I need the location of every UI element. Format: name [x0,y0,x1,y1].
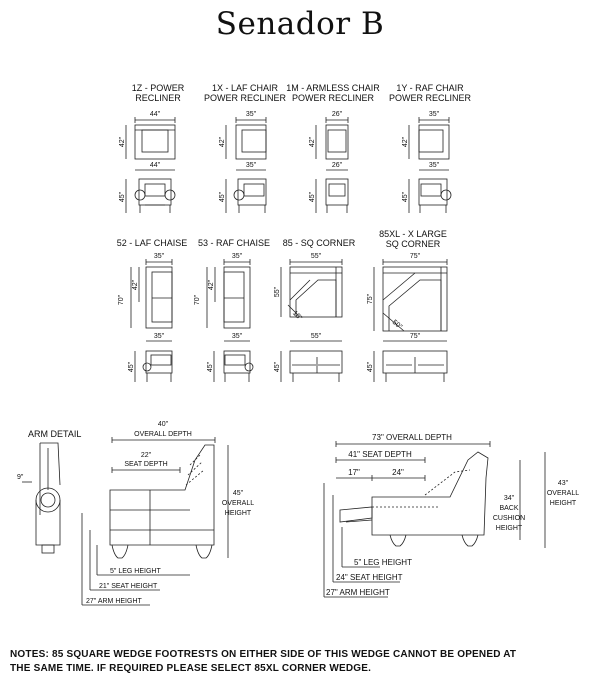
dim-length: 70" [118,294,125,306]
piece-52-top-view [131,259,172,328]
dim-back-cushion: 34" [503,495,515,502]
dim-depth: 75" [367,293,374,305]
piece-85xl-front-view [374,341,447,382]
notes-line: THE SAME TIME. IF REQUIRED PLEASE SELECT 85XL CORNER WEDGE. [10,663,372,674]
piece-1m-front-view [316,170,348,213]
dim-depth: 42" [219,136,226,148]
dim-arm-width: 9" [17,474,24,481]
piece-code: 53 - RAF CHAISE [197,238,271,248]
dim-overall-height-label: HEIGHT [549,500,577,507]
piece-code: RECLINER [135,93,181,103]
dim-back-cushion-label: BACK [499,505,519,512]
dim-height: 45" [119,191,126,203]
piece-1y-top-view [409,117,449,159]
dim-length: 70" [194,294,201,306]
piece-85-front-view [281,341,342,382]
dim-height: 45" [219,191,226,203]
dim-width: 26" [331,162,343,169]
dim-width: 26" [331,111,343,118]
piece-code: 85XL - X LARGE [379,229,447,239]
piece-label-85 [283,238,356,248]
dim-height: 45" [309,191,316,203]
dim-height: 45" [402,191,409,203]
piece-53-front-view [214,341,253,382]
piece-53-top-view [207,259,250,328]
piece-code: POWER RECLINER [203,93,287,103]
piece-85-top-view [281,259,342,317]
dim-depth: 42" [402,136,409,148]
piece-85xl-top-view [374,259,447,331]
dim-seg-1: 17" [348,468,360,477]
piece-label-52 [117,238,188,248]
dim-width: 35" [153,253,165,260]
dim-depth: 42" [309,136,316,148]
dim-height: 45" [128,361,135,373]
dim-width: 55" [310,253,322,260]
piece-code: 1Y - RAF CHAIR [396,83,464,93]
arm-detail-drawing [22,443,60,553]
dim-overall-depth: 73" OVERALL DEPTH [372,433,452,442]
piece-label-1m [286,83,380,103]
dim-seg-2: 24" [392,468,404,477]
dim-width: 35" [231,253,243,260]
dim-depth: 42" [132,279,139,291]
dim-leg-height: 5" LEG HEIGHT [354,558,412,567]
piece-code: 85 - SQ CORNER [282,238,356,248]
dim-height: 45" [207,361,214,373]
piece-label-85xl [379,229,447,249]
dim-back-cushion-label: HEIGHT [495,525,523,532]
dim-width: 75" [409,253,421,260]
piece-code: 1Z - POWER [131,83,185,93]
dim-overall-depth-label: OVERALL DEPTH [134,431,192,438]
dim-width: 35" [245,111,257,118]
dim-overall-height-label: OVERALL [221,500,255,507]
piece-1m-top-view [316,117,348,159]
piece-1x-front-view [226,170,266,213]
dim-arm-height: 27" ARM HEIGHT [326,588,390,597]
piece-label-1y [389,83,472,103]
dim-width: 75" [409,333,421,340]
piece-code: POWER RECLINER [388,93,472,103]
dim-overall-depth: 40" [157,421,169,428]
dim-back-cushion-label: CUSHION [492,515,526,522]
dim-overall-height-label: HEIGHT [224,510,252,517]
piece-52-front-view [135,341,172,382]
dim-leg-height: 5" LEG HEIGHT [110,568,161,575]
dim-seat-depth-label: SEAT DEPTH [124,461,168,468]
piece-code: SQ CORNER [385,239,441,249]
piece-label-53 [198,238,270,248]
dim-width: 35" [428,111,440,118]
dim-depth: 55" [274,286,281,298]
dim-width: 35" [428,162,440,169]
notes [10,648,590,676]
dim-width: 44" [149,162,161,169]
dim-overall-height: 43" [557,480,569,487]
piece-1z-front-view [126,170,175,213]
dim-width: 44" [149,111,161,118]
page-title: Senador B [215,6,385,42]
dim-overall-height-label: OVERALL [546,490,580,497]
dim-width: 35" [245,162,257,169]
piece-code: 52 - LAF CHAISE [116,238,188,248]
piece-1z-top-view [126,117,175,159]
dim-arm-height: 27" ARM HEIGHT [86,598,142,605]
dim-width: 55" [310,333,322,340]
dim-height: 45" [367,361,374,373]
piece-label-1x [204,83,287,103]
dim-seat-depth: 41" SEAT DEPTH [348,450,412,459]
dim-height: 45" [274,361,281,373]
notes-line: NOTES: 85 SQUARE WEDGE FOOTRESTS ON EITHER SIDE OF THIS WEDGE CANNOT BE OPENED AT [10,649,517,660]
arm-detail-label: ARM DETAIL [28,429,82,439]
dim-depth: 42" [208,279,215,291]
dim-width: 35" [231,333,243,340]
piece-code: 1X - LAF CHAIR [211,83,279,93]
dim-seat-height: 24" SEAT HEIGHT [336,573,403,582]
dim-width: 35" [153,333,165,340]
piece-label-1z [132,83,185,103]
dim-diagonal: 50" [390,318,404,331]
piece-1y-front-view [409,170,451,213]
dim-seat-height: 21" SEAT HEIGHT [99,583,158,590]
dim-depth: 42" [119,136,126,148]
dim-seat-depth: 22" [140,452,152,459]
dim-overall-height: 45" [232,490,244,497]
piece-code: 1M - ARMLESS CHAIR [286,83,380,93]
piece-code: POWER RECLINER [291,93,375,103]
piece-1x-top-view [226,117,266,159]
dim-diagonal: 18" [290,309,304,323]
